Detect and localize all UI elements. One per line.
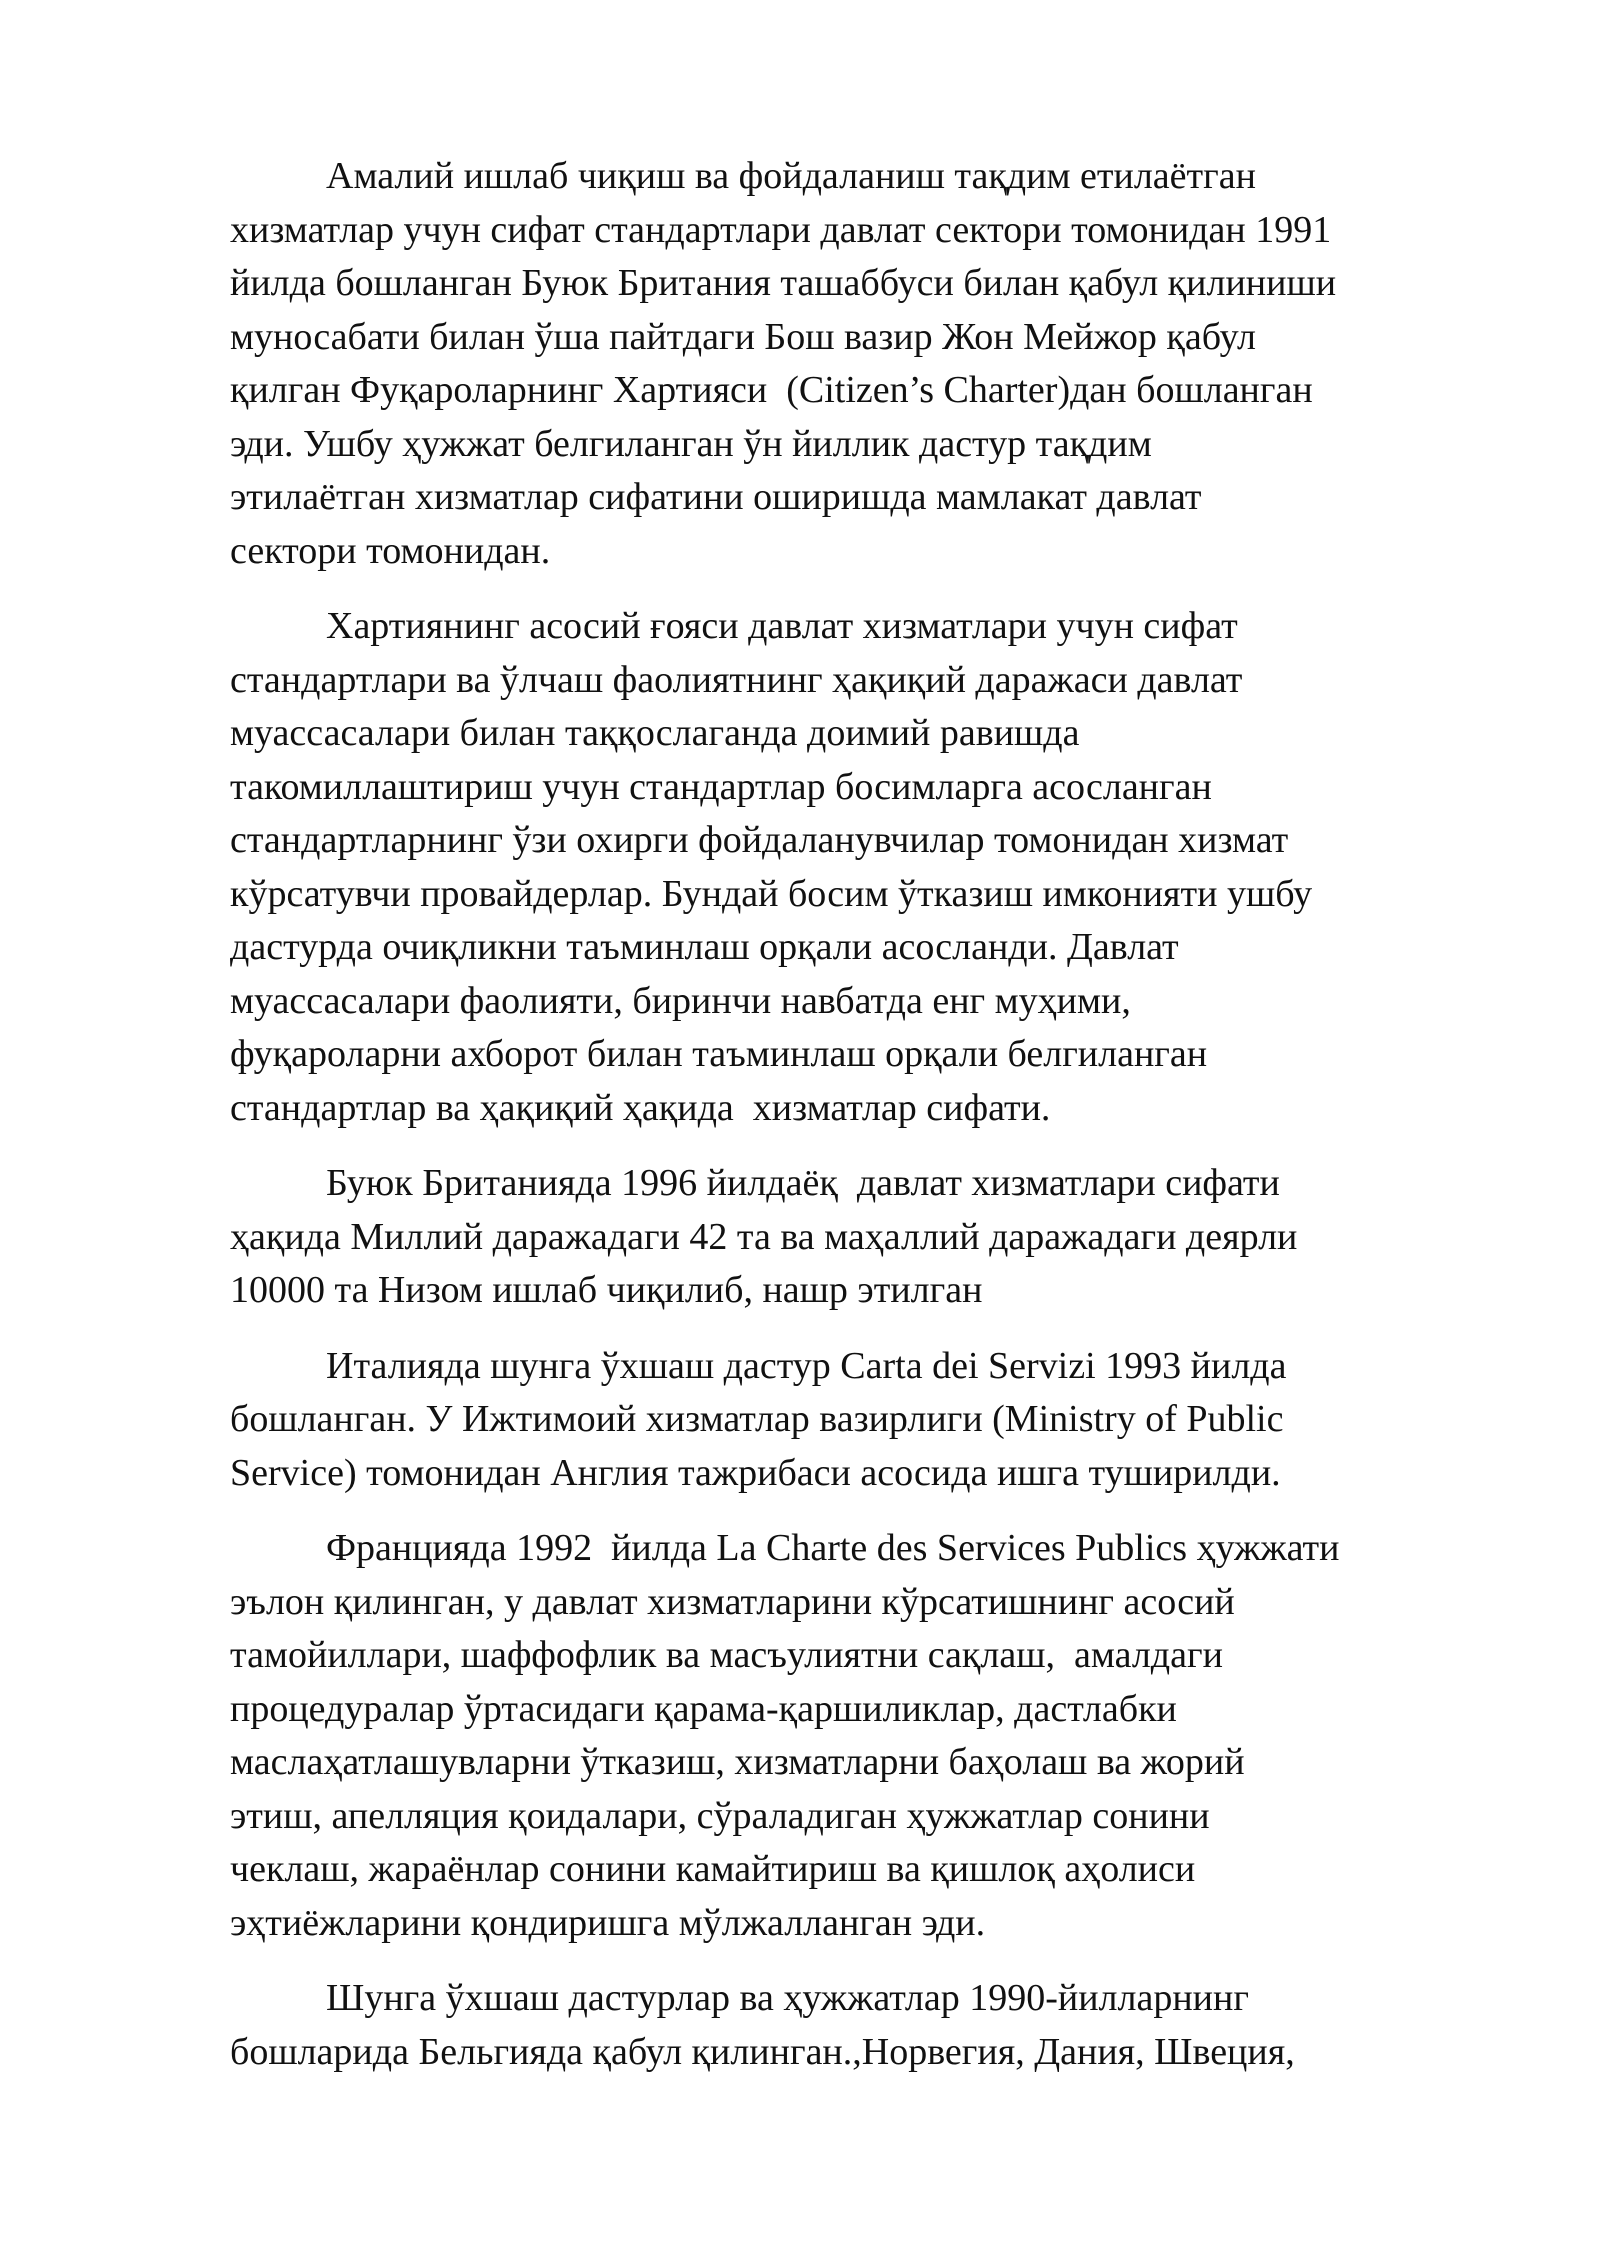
paragraph-5 [230, 1522, 1500, 1950]
paragraph-4 [230, 1340, 1500, 1501]
text-line: этилаётган хизматлар сифатини оширишда мамлакат давлат [230, 476, 1202, 518]
text-line: бошларида Бельгияда қабул қилинган.,Норвегия, Дания, Швеция, [230, 2030, 1295, 2073]
text-line: кўрсатувчи провайдерлар. Бундай босим ўтказиш имконияти ушбу [230, 872, 1313, 915]
text-line: Францияда 1992 йилда La Charte des Services Publics ҳужжати [326, 1527, 1340, 1569]
text-line: такомиллаштириш учун стандартлар босимларга асосланган [230, 765, 1212, 808]
text-line: маслаҳатлашувларни ўтказиш, хизматларни баҳолаш ва жорий [230, 1741, 1245, 1783]
document-page [230, 150, 1500, 2101]
text-line: йилда бошланган Буюк Британия ташаббуси билан қабул қилиниши [230, 262, 1337, 304]
text-line: Италияда шунга ўхшаш дастур Carta dei Servizi 1993 йилда [326, 1344, 1287, 1387]
text-line: стандартларнинг ўзи охирги фойдаланувчилар томонидан хизмат [230, 819, 1289, 861]
text-line: Шунга ўхшаш дастурлар ва ҳужжатлар 1990-йилларнинг [326, 1977, 1249, 2019]
text-line: чеклаш, жараёнлар сонини камайтириш ва қишлоқ аҳолиси [230, 1848, 1196, 1890]
text-line: стандартлар ва ҳақиқий ҳақида хизматлар сифати. [230, 1086, 1051, 1129]
paragraph-3 [230, 1157, 1500, 1318]
text-line: Буюк Британияда 1996 йилдаёқ давлат хизматлари сифати [326, 1162, 1280, 1204]
paragraph-1 [230, 150, 1500, 578]
text-line: муносабати билан ўша пайтдаги Бош вазир Жон Мейжор қабул [230, 315, 1256, 358]
text-line: 10000 та Низом ишлаб чиқилиб, нашр этилган [230, 1269, 983, 1311]
text-line: қилган Фуқароларнинг Хартияси (Citizen’s Charter)дан бошланган [230, 369, 1313, 411]
text-line: дастурда очиқликни таъминлаш орқали асосланди. Давлат [230, 926, 1179, 968]
text-line: Хартиянинг асосий ғояси давлат хизматлари учун сифат [326, 605, 1238, 647]
text-line: эҳтиёжларини қондиришга мўлжалланган эди. [230, 1901, 986, 1944]
text-line: ҳақида Миллий даражадаги 42 та ва маҳаллий даражадаги деярли [230, 1215, 1298, 1258]
text-line: процедуралар ўртасидаги қарама-қаршиликлар, дастлабки [230, 1687, 1177, 1730]
text-line: стандартлари ва ўлчаш фаолиятнинг ҳақиқий даражаси давлат [230, 658, 1243, 701]
text-line: хизматлар учун сифат стандартлари давлат сектори томонидан 1991 [230, 208, 1332, 251]
text-line: муассасалари билан таққослаганда доимий равишда [230, 712, 1080, 754]
text-line: фуқароларни ахборот билан таъминлаш орқали белгиланган [230, 1033, 1208, 1075]
paragraph-2 [230, 600, 1500, 1135]
text-line: этиш, апелляция қоидалари, сўраладиган ҳужжатлар сонини [230, 1794, 1210, 1837]
text-line: Амалий ишлаб чиқиш ва фойдаланиш тақдим етилаётган [326, 155, 1256, 197]
paragraph-6 [230, 1972, 1500, 2079]
text-line: тамойиллари, шаффофлик ва масъулиятни сақлаш, амалдаги [230, 1634, 1223, 1676]
text-line: эълон қилинган, у давлат хизматларини кўрсатишнинг асосий [230, 1580, 1235, 1623]
text-line: Service) томонидан Англия тажрибаси асосида ишга туширилди. [230, 1451, 1281, 1494]
text-line: эди. Ушбу ҳужжат белгиланган ўн йиллик дастур тақдим [230, 422, 1152, 465]
text-line: муассасалари фаолияти, биринчи навбатда енг муҳими, [230, 979, 1131, 1022]
text-line: сектори томонидан. [230, 529, 551, 572]
text-line: бошланган. У Ижтимоий хизматлар вазирлиги (Ministry of Public [230, 1398, 1284, 1440]
